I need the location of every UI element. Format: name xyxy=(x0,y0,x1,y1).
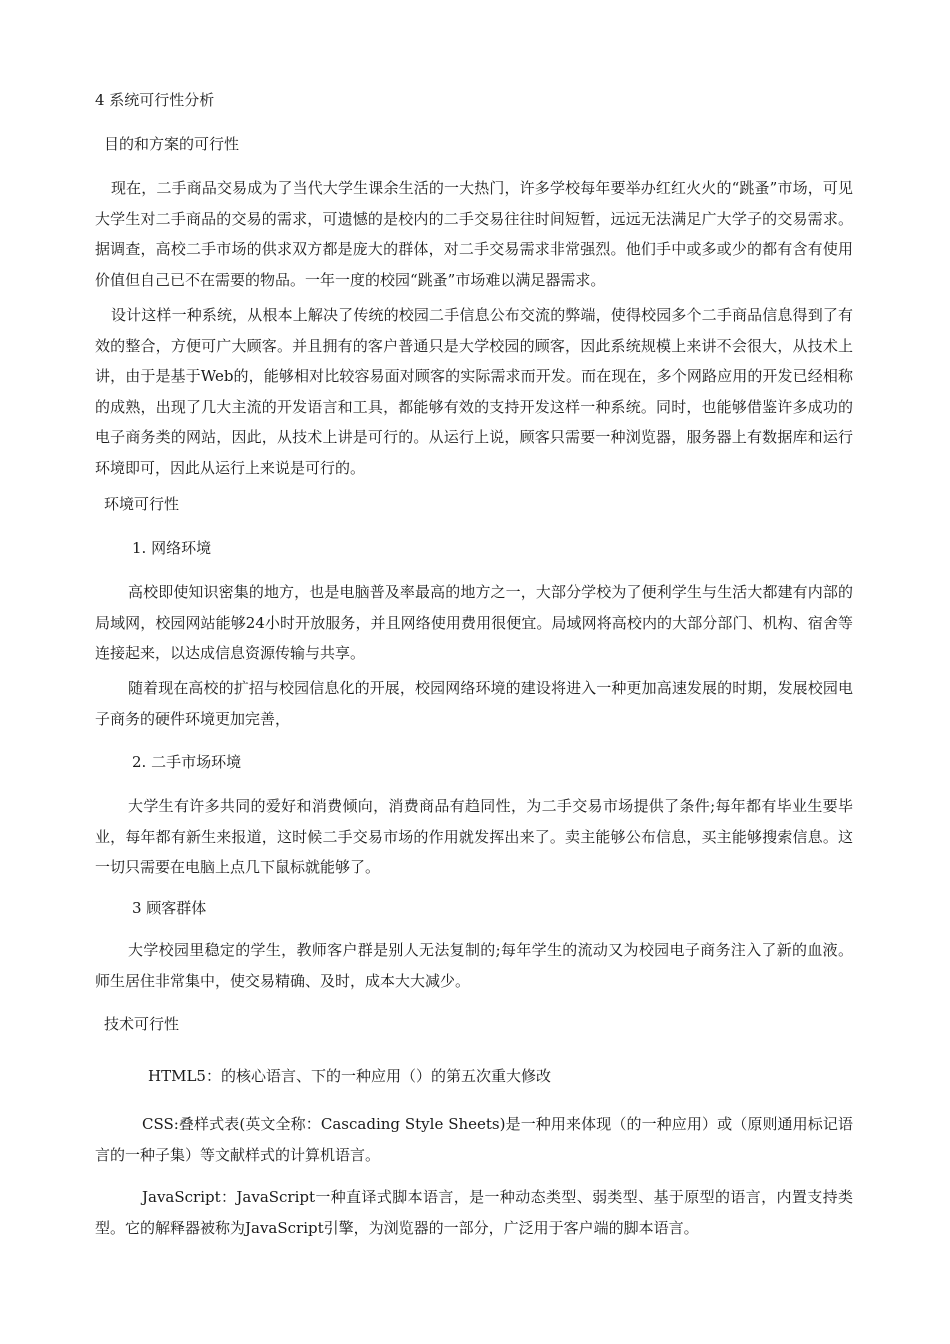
env-item-3-heading: 3 顾客群体 xyxy=(132,899,207,917)
tech-html5-line: HTML5：的核心语言、下的一种应用（）的第五次重大修改 xyxy=(148,1067,551,1085)
subsection-env-heading: 环境可行性 xyxy=(104,495,180,513)
paragraph-customer-group: 大学校园里稳定的学生，教师客户群是别人无法复制的;每年学生的流动又为校园电子商务注入了新的血液。师生居住非常集中，使交易精确、及时，成本大大减少。 xyxy=(95,941,853,990)
subsection-purpose-heading: 目的和方案的可行性 xyxy=(104,135,240,153)
subsection-tech-heading: 技术可行性 xyxy=(104,1015,180,1033)
paragraph-tech-css: CSS:叠样式表(英文全称：Cascading Style Sheets)是一种用来体现（的一种应用）或（原则通用标记语言的一种子集）等文献样式的计算机语言。 xyxy=(95,1115,853,1164)
paragraph-second-hand-market: 大学生有许多共同的爱好和消费倾向，消费商品有趋同性，为二手交易市场提供了条件;每年都有毕业生要毕业，每年都有新生来报道，这时候二手交易市场的作用就发挥出来了。卖主能够公布信息，买主能够搜索信息。这一切只需要在电脑上点几下鼠标就能够了。 xyxy=(95,797,853,876)
paragraph-purpose-2: 设计这样一种系统，从根本上解决了传统的校园二手信息公布交流的弊端，使得校园多个二手商品信息得到了有效的整合，方便可广大顾客。并且拥有的客户普通只是大学校园的顾客，因此系统规模上来讲不会很大，从技术上讲，由于是基于Web的，能够相对比较容易面对顾客的实际需求而开发。而在现在，多个网路应用的开发已经相称的成熟，出现了几大主流的开发语言和工具，都能够有效的支持开发这样一种系统。同时，也能够借鉴许多成功的电子商务类的网站，因此，从技术上讲是可行的。从运行上说，顾客只需要一种浏览器，服务器上有数据库和运行环境即可，因此从运行上来说是可行的。 xyxy=(95,306,853,477)
paragraph-network-1: 高校即使知识密集的地方，也是电脑普及率最高的地方之一，大部分学校为了便利学生与生活大都建有内部的局域网，校园网站能够24小时开放服务，并且网络使用费用很便宜。局域网将高校内的大部分部门、机构、宿舍等连接起来，以达成信息资源传输与共享。 xyxy=(95,583,853,662)
paragraph-purpose-1: 现在，二手商品交易成为了当代大学生课余生活的一大热门，许多学校每年要举办红红火火的“跳蚤”市场，可见大学生对二手商品的交易的需求，可遗憾的是校内的二手交易往往时间短暂，远远无法满足广大学子的交易需求。据调查，高校二手市场的供求双方都是庞大的群体，对二手交易需求非常强烈。他们手中或多或少的都有含有使用价值但自己已不在需要的物品。一年一度的校园“跳蚤”市场难以满足器需求。 xyxy=(95,179,853,289)
paragraph-network-2: 随着现在高校的扩招与校园信息化的开展，校园网络环境的建设将进入一种更加高速发展的时期，发展校园电子商务的硬件环境更加完善， xyxy=(95,679,853,728)
env-item-2-heading: 2. 二手市场环境 xyxy=(132,753,242,771)
section-title: 4 系统可行性分析 xyxy=(95,91,215,109)
paragraph-tech-js: JavaScript：JavaScript一种直译式脚本语言，是一种动态类型、弱类型、基于原型的语言，内置支持类型。它的解释器被称为JavaScript引擎，为浏览器的一部分，广泛用于客户端的脚本语言。 xyxy=(95,1188,853,1237)
env-item-1-heading: 1. 网络环境 xyxy=(132,539,212,557)
